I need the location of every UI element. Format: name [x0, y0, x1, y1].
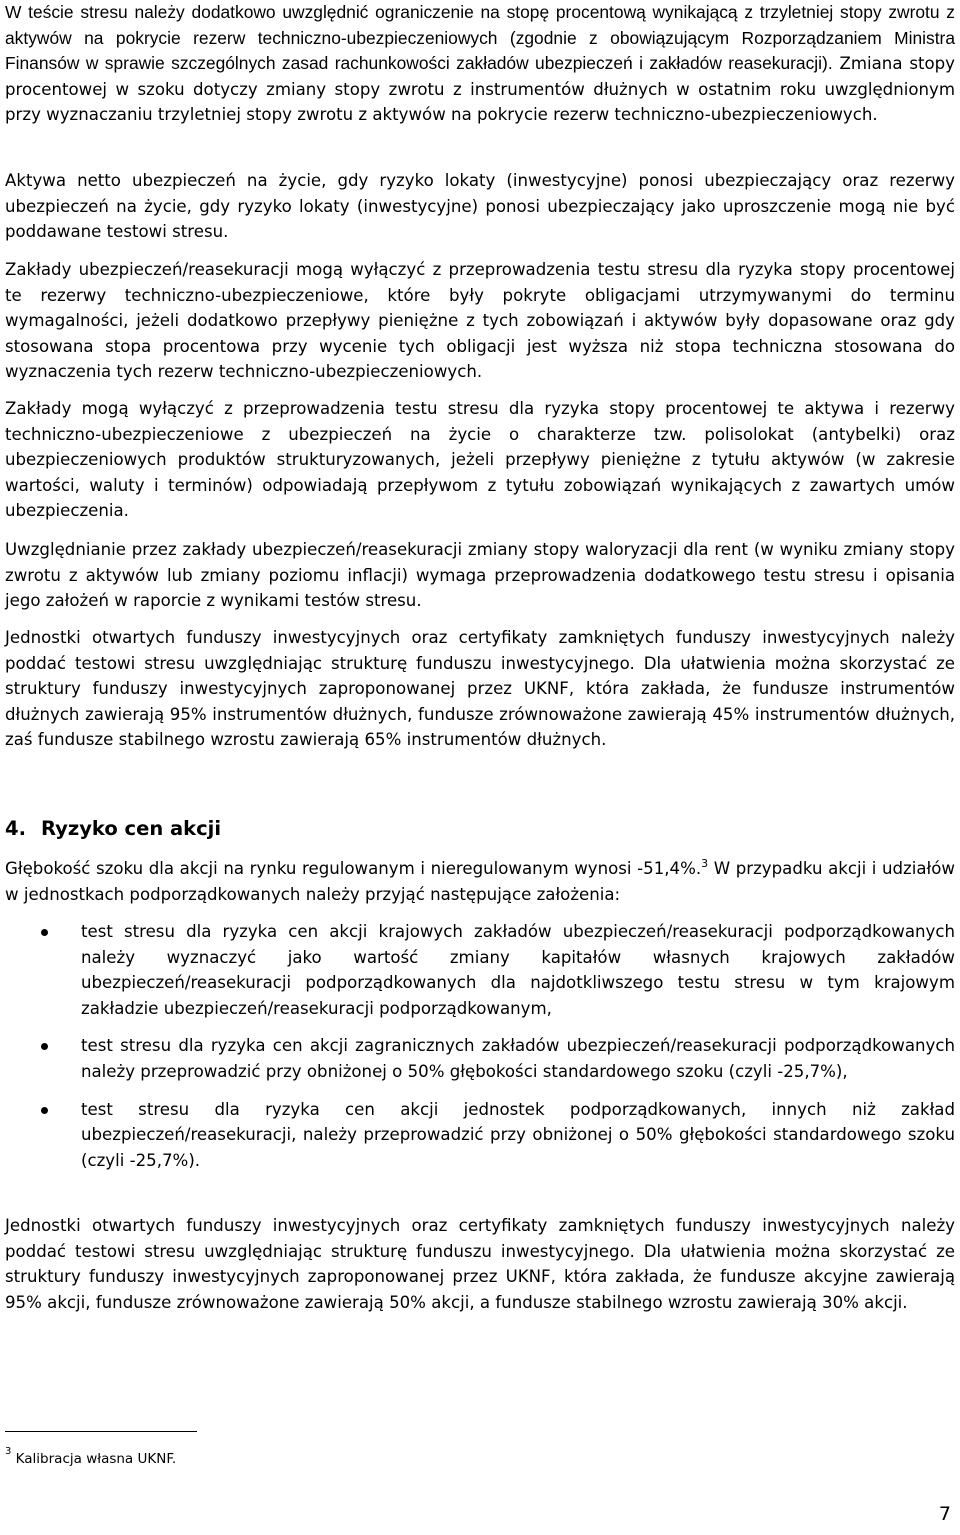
- list-item-text: test stresu dla ryzyka cen akcji zagranicznych zakładów ubezpieczeń/reasekuracji podporządkowanych należy przeprowadzić przy obniżonej o 50% głębokości standardowego szoku (czyli -25,7%),: [81, 1036, 955, 1081]
- bullet-icon: [41, 1043, 48, 1050]
- page-number: 7: [938, 1503, 951, 1525]
- paragraph-investment-funds-equity: Jednostki otwartych funduszy inwestycyjnych oraz certyfikaty zamkniętych funduszy inwestycyjnych należy poddać testowi stresu uwzględniając strukturę funduszu inwestycyjnego. Dla ułatwienia można skorzystać ze struktury funduszy inwestycyjnych zaproponowanej przez UKNF, która zakłada, że fundusze akcyjne zawierają 95% akcji, fundusze zrównoważone zawierają 50% akcji, a fundusze stabilnego wzrostu zawierają 30% akcji.: [5, 1216, 955, 1312]
- list-item: [5, 1033, 955, 1084]
- bullet-icon: [41, 929, 48, 936]
- paragraph-exclusion-polisolokaty: Zakłady mogą wyłączyć z przeprowadzenia testu stresu dla ryzyka stopy procentowej te aktywa i rezerwy techniczno-ubezpieczeniowe z ubezpieczeń na życie o charakterze tzw. polisolokat (antybelki) oraz ubezpieczeniowych produktów strukturyzowanych, jeżeli przepływy pieniężne z tytułu aktywów (w zakresie wartości, waluty i terminów) odpowiadają przepływom z tytułu zobowiązań wynikających z zawartych umów ubezpieczenia.: [5, 399, 955, 521]
- paragraph-exclusion-held-to-maturity: Zakłady ubezpieczeń/reasekuracji mogą wyłączyć z przeprowadzenia testu stresu dla ryzyka stopy procentowej te rezerwy techniczno-ubezpieczeniowe, które były pokryte obligacjami utrzymywanymi do terminu wymagalności, jeżeli dodatkowo przepływy pieniężne z tych zobowiązań i aktywów były dopasowane oraz gdy stosowana stopa procentowa przy wycenie tych obligacji jest wyższa niż stopa techniczna stosowana do wyznaczenia tych rezerw techniczno-ubezpieczeniowych.: [5, 260, 955, 382]
- bullet-list: [5, 919, 955, 1173]
- footnote: [5, 1446, 177, 1468]
- paragraph-investment-funds-debt: Jednostki otwartych funduszy inwestycyjnych oraz certyfikaty zamkniętych funduszy inwestycyjnych należy poddać testowi stresu uwzględniając strukturę funduszu inwestycyjnego. Dla ułatwienia można skorzystać ze struktury funduszy inwestycyjnych zaproponowanej przez UKNF, która zakłada, że fundusze instrumentów dłużnych zawierają 95% instrumentów dłużnych, fundusze zrównoważone zawierają 45% instrumentów dłużnych, zaś fundusze stabilnego wzrostu zawierają 65% instrumentów dłużnych.: [5, 628, 955, 750]
- paragraph-text-part: W przypadku akcji i udziałów w jednostkach podporządkowanych należy przyjąć następujące założenia:: [5, 859, 955, 904]
- list-item-text: test stresu dla ryzyka cen akcji krajowych zakładów ubezpieczeń/reasekuracji podporządkowanych należy wyznaczyć jako wartość zmiany kapitałów własnych krajowych zakładów ubezpieczeń/reasekuracji podporządkowanych dla najdotkliwszego testu stresu w tym krajowym zakładzie ubezpieczeń/reasekuracji podporządkowanym,: [81, 922, 955, 1018]
- paragraph-equity-shock-depth: [5, 856, 955, 907]
- paragraph-text-part: Głębokość szoku dla akcji na rynku regulowanym i nieregulowanym wynosi -51,4%.: [5, 859, 702, 878]
- footnote-number: 3: [5, 1446, 12, 1457]
- paragraph-text-part: W teście stresu należy dodatkowo uwzględnić ograniczenie na stopę procentową wynikającą z trzyletniej stopy zwrotu z aktywów na pokrycie rezerw techniczno-ubezpieczeniowych (zgodnie z obowiązującym Rozporządzaniem Ministra Finansów w sprawie szczególnych zasad rachunkowości zakładów ubezpieczeń i zakładów reasekuracji).: [5, 2, 955, 74]
- list-item: [5, 1097, 955, 1174]
- bullet-icon: [41, 1107, 48, 1114]
- paragraph-unit-linked-assets: Aktywa netto ubezpieczeń na życie, gdy ryzyko lokaty (inwestycyjne) ponosi ubezpieczający oraz rezerwy ubezpieczeń na życie, gdy ryzyko lokaty (inwestycyjne) ponosi ubezpieczający jako uproszczenie mogą nie być poddawane testowi stresu.: [5, 171, 955, 242]
- list-item: [5, 919, 955, 1021]
- paragraph-text-part: Zmiana stopy procentowej w szoku dotyczy zmiany stopy zwrotu z instrumentów dłużnych w ostatnim roku uwzględnionym przy wyznaczaniu trzyletniej stopy zwrotu z aktywów na pokrycie rezerw techniczno-ubezpieczeniowych.: [5, 54, 955, 125]
- paragraph-stress-test-interest-limit: [5, 0, 955, 128]
- footnote-text: Kalibracja własna UKNF.: [15, 1451, 177, 1467]
- section-heading: [5, 816, 221, 842]
- section-number: 4.: [5, 817, 26, 840]
- footnote-reference[interactable]: 3: [701, 857, 709, 870]
- paragraph-annuity-indexation: Uwzględnianie przez zakłady ubezpieczeń/reasekuracji zmiany stopy waloryzacji dla rent (w wyniku zmiany stopy zwrotu z aktywów lub zmiany poziomu inflacji) wymaga przeprowadzenia dodatkowego testu stresu i opisania jego założeń w raporcie z wynikami testów stresu.: [5, 540, 955, 611]
- list-item-text: test stresu dla ryzyka cen akcji jednostek podporządkowanych, innych niż zakład ubezpieczeń/reasekuracji, należy przeprowadzić przy obniżonej o 50% głębokości standardowego szoku (czyli -25,7%).: [81, 1099, 955, 1170]
- section-title: Ryzyko cen akcji: [41, 817, 222, 840]
- footnote-divider: [5, 1431, 197, 1432]
